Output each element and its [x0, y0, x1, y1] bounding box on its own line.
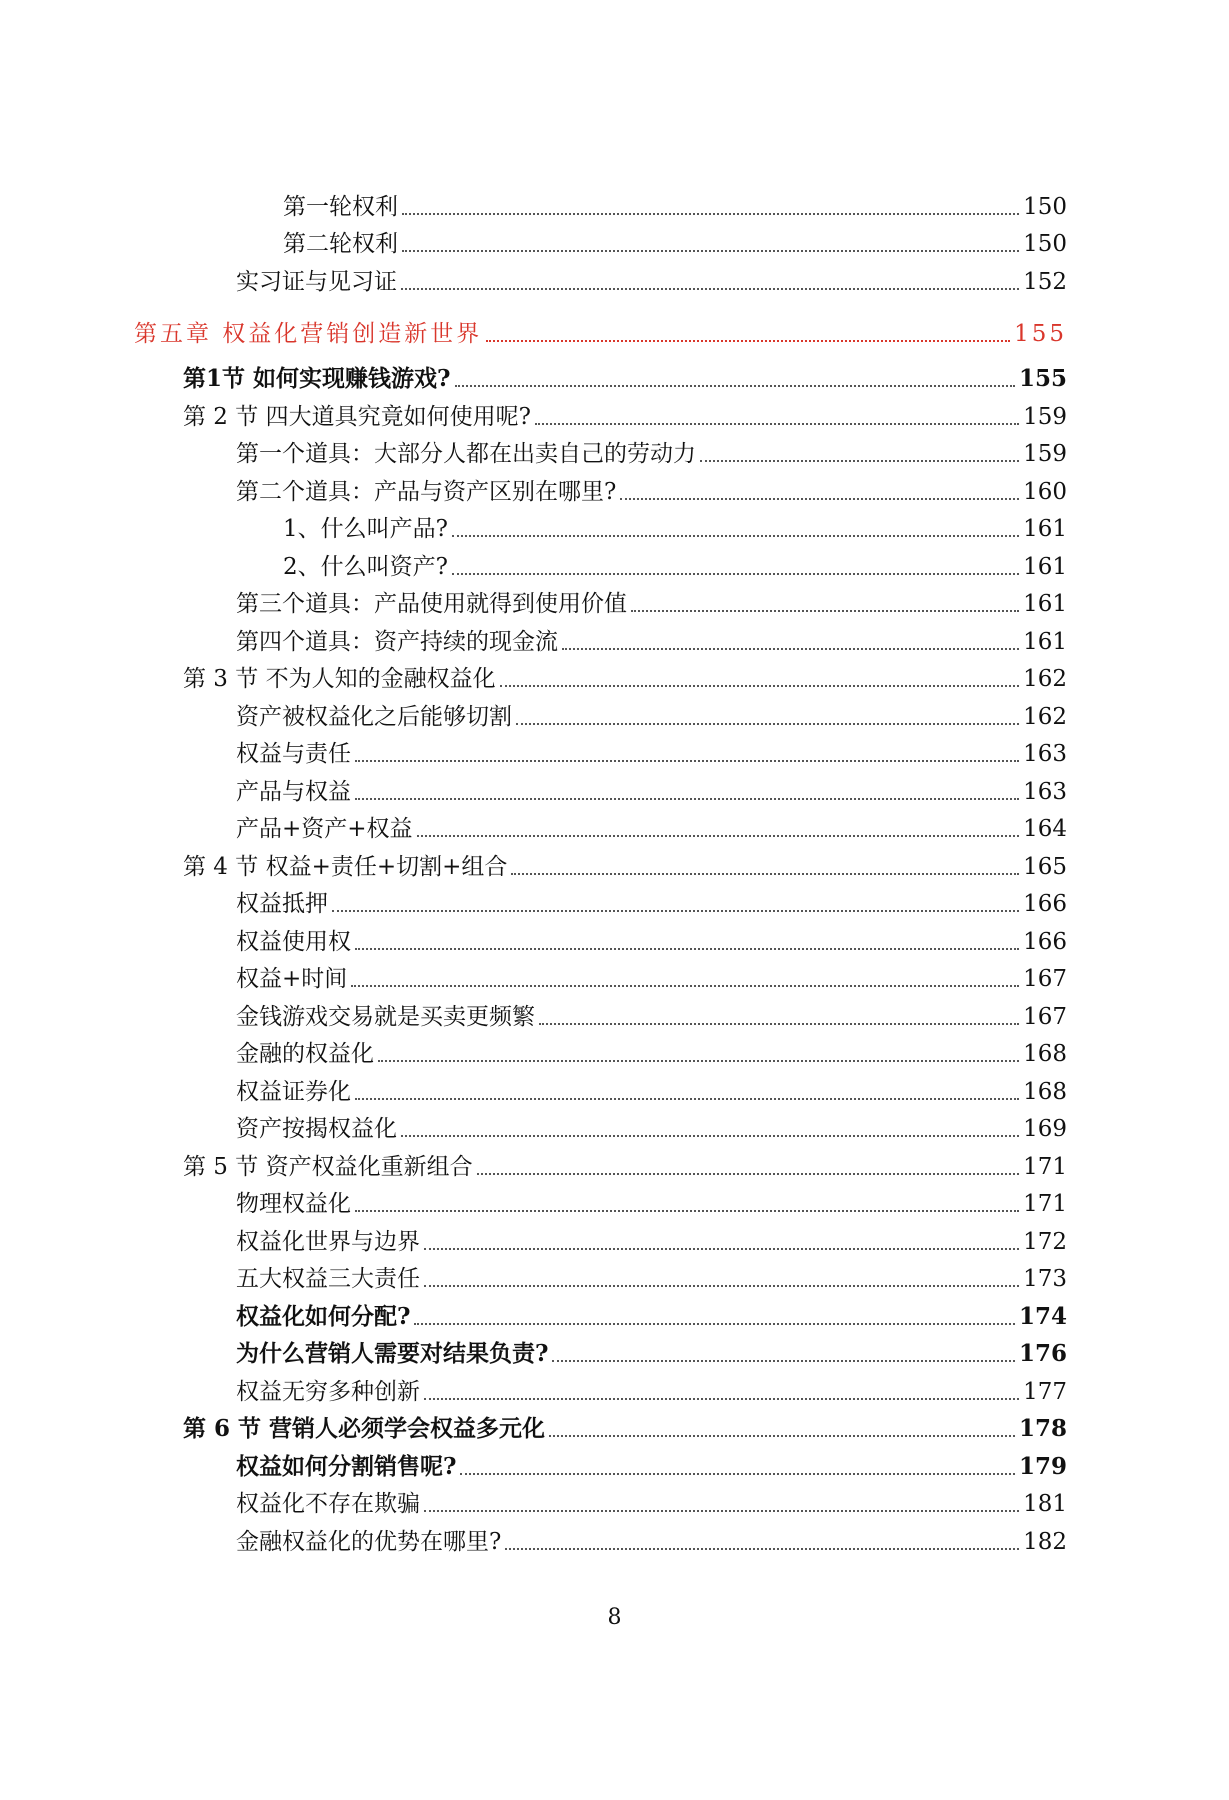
toc-entry-page: 161 [1023, 591, 1067, 617]
toc-entry-page: 168 [1023, 1041, 1067, 1067]
dot-leader [355, 1210, 1019, 1212]
toc-entry-title: 第四个道具：资产持续的现金流 [236, 628, 558, 655]
toc-entry-title: 金钱游戏交易就是买卖更频繁 [236, 1003, 535, 1030]
toc-entry[interactable] [0, 882, 1229, 920]
dot-leader [455, 385, 1015, 387]
toc-entry-title: 第五章 权益化营销创造新世界 [134, 320, 483, 347]
toc-entry[interactable] [0, 1182, 1229, 1220]
dot-leader [552, 1360, 1015, 1362]
toc-entry-page: 181 [1023, 1491, 1067, 1517]
page-number: 8 [607, 1605, 622, 1630]
dot-leader [511, 873, 1019, 875]
toc-entry[interactable] [0, 1257, 1229, 1295]
toc-entry-title: 第1节 如何实现赚钱游戏? [183, 365, 451, 392]
toc-entry-page: 160 [1023, 478, 1067, 505]
toc-entry-page: 168 [1023, 1078, 1067, 1105]
toc-entry[interactable] [0, 994, 1229, 1032]
toc-entry-title: 第 2 节 四大道具究竟如何使用呢? [183, 403, 531, 430]
toc-entry-page: 152 [1023, 268, 1067, 295]
dot-leader [539, 1023, 1019, 1025]
toc-entry-page: 159 [1023, 441, 1067, 467]
dot-leader [401, 288, 1019, 290]
toc-section-entry[interactable] [0, 357, 1229, 395]
toc-entry-title: 权益化如何分配? [236, 1302, 411, 1330]
toc-entry-page: 164 [1023, 816, 1067, 842]
dot-leader [535, 423, 1019, 425]
toc-entry[interactable] [0, 1369, 1229, 1407]
dot-leader [620, 498, 1019, 500]
toc-entry-page: 165 [1023, 853, 1067, 880]
toc-section-entry[interactable] [0, 394, 1229, 432]
toc-entry-title: 1、什么叫产品? [283, 516, 448, 542]
dot-leader [355, 798, 1019, 800]
toc-entry-page: 161 [1023, 628, 1067, 655]
dot-leader [460, 1473, 1015, 1475]
dot-leader [355, 1098, 1019, 1100]
toc-entry[interactable] [0, 1444, 1229, 1482]
toc-entry-title: 权益化世界与边界 [236, 1228, 420, 1255]
toc-entry[interactable] [0, 1332, 1229, 1370]
toc-entry-title: 第 6 节 营销人必须学会权益多元化 [183, 1415, 546, 1442]
toc-entry-page: 182 [1023, 1528, 1067, 1555]
dot-leader [452, 573, 1019, 575]
toc-entry-page: 166 [1023, 928, 1067, 955]
toc-entry[interactable] [0, 1482, 1229, 1520]
toc-entry-title: 为什么营销人需要对结果负责? [236, 1340, 549, 1367]
toc-entry-title: 第一轮权利 [283, 193, 398, 220]
dot-leader [424, 1398, 1019, 1400]
dot-leader [402, 213, 1019, 215]
toc-entry[interactable] [0, 1219, 1229, 1257]
toc-entry[interactable] [0, 1032, 1229, 1070]
dot-leader [452, 535, 1019, 537]
toc-entry-title: 第 5 节 资产权益化重新组合 [183, 1153, 473, 1180]
toc-entry-page: 169 [1023, 1116, 1067, 1142]
toc-entry-title: 权益抵押 [236, 891, 328, 917]
toc-entry[interactable] [0, 1519, 1229, 1557]
toc-entry[interactable] [0, 619, 1229, 657]
toc-entry-title: 权益+时间 [236, 966, 348, 992]
dot-leader [414, 1323, 1015, 1325]
toc-entry[interactable] [0, 807, 1229, 845]
toc-entry-page: 159 [1023, 403, 1067, 430]
toc-entry-title: 第一个道具：大部分人都在出卖自己的劳动力 [236, 441, 696, 467]
dot-leader [402, 250, 1019, 252]
dot-leader [355, 760, 1019, 762]
toc-entry-page: 155 [1018, 365, 1067, 392]
toc-entry-page: 162 [1023, 666, 1067, 692]
toc-entry-page: 166 [1023, 891, 1067, 917]
toc-entry-title: 第 4 节 权益+责任+切割+组合 [183, 853, 508, 880]
toc-entry[interactable] [0, 732, 1229, 770]
toc-entry[interactable] [0, 544, 1229, 582]
dot-leader [424, 1510, 1019, 1512]
toc-entry-title: 物理权益化 [236, 1191, 351, 1217]
toc-entry[interactable] [0, 469, 1229, 507]
toc-entry-page: 163 [1023, 778, 1067, 805]
toc-entry-page: 173 [1023, 1266, 1067, 1292]
dot-leader [417, 835, 1020, 837]
toc-entry-title: 权益使用权 [236, 928, 351, 955]
toc-entry-page: 167 [1023, 966, 1067, 992]
toc-section-entry[interactable] [0, 1407, 1229, 1445]
toc-entry-title: 第二轮权利 [283, 231, 398, 257]
toc-entry-title: 资产按揭权益化 [236, 1116, 397, 1142]
toc-entry-title: 2、什么叫资产? [283, 553, 448, 580]
toc-entry-title: 权益无穷多种创新 [236, 1378, 420, 1405]
dot-leader [631, 610, 1019, 612]
toc-entry-title: 实习证与见习证 [236, 268, 397, 295]
toc-entry-title: 权益与责任 [236, 741, 351, 767]
toc-entry[interactable] [0, 1294, 1229, 1332]
toc-entry-page: 161 [1023, 553, 1067, 580]
dot-leader [378, 1060, 1019, 1062]
dot-leader [700, 460, 1019, 462]
toc-entry-page: 167 [1023, 1003, 1067, 1030]
toc-entry[interactable] [0, 582, 1229, 620]
toc-entry-title: 第 3 节 不为人知的金融权益化 [183, 666, 496, 692]
toc-entry-page: 162 [1023, 703, 1067, 730]
toc-entry-title: 五大权益三大责任 [236, 1266, 420, 1292]
toc-entry-page: 163 [1023, 741, 1067, 767]
toc-entry[interactable] [0, 919, 1229, 957]
dot-leader [516, 723, 1019, 725]
toc-entry-title: 金融的权益化 [236, 1041, 374, 1067]
toc-entry-title: 权益证券化 [236, 1078, 351, 1105]
toc-entry-page: 179 [1018, 1452, 1067, 1480]
toc-section-entry[interactable] [0, 1144, 1229, 1182]
toc-entry[interactable] [0, 769, 1229, 807]
dot-leader [351, 985, 1019, 987]
toc-entry-title: 第三个道具：产品使用就得到使用价值 [236, 591, 627, 617]
toc-chapter-entry[interactable] [0, 301, 1229, 357]
toc-entry-page: 174 [1018, 1302, 1067, 1330]
dot-leader [332, 910, 1019, 912]
toc-entry[interactable] [0, 1069, 1229, 1107]
toc-entry-title: 权益化不存在欺骗 [236, 1491, 420, 1517]
toc-entry-page: 172 [1023, 1228, 1067, 1255]
toc-section-entry[interactable] [0, 844, 1229, 882]
dot-leader [477, 1173, 1020, 1175]
toc-entry[interactable] [0, 507, 1229, 545]
toc-entry-title: 金融权益化的优势在哪里? [236, 1528, 502, 1555]
toc-entry[interactable] [0, 694, 1229, 732]
toc-entry-title: 第二个道具：产品与资产区别在哪里? [236, 478, 617, 505]
toc-section-entry[interactable] [0, 657, 1229, 695]
dot-leader [401, 1135, 1019, 1137]
toc-entry-title: 资产被权益化之后能够切割 [236, 703, 512, 730]
dot-leader [505, 1548, 1019, 1550]
toc-entry-page: 176 [1018, 1340, 1067, 1367]
toc-entry-page: 161 [1023, 516, 1067, 542]
toc-entry-page: 171 [1023, 1153, 1067, 1180]
toc-entry-page: 155 [1014, 320, 1067, 347]
toc-entry-page: 178 [1018, 1415, 1067, 1442]
toc-entry[interactable] [0, 432, 1229, 470]
toc-entry[interactable] [0, 259, 1229, 297]
toc-entry-title: 产品与权益 [236, 778, 351, 805]
dot-leader [562, 648, 1019, 650]
toc-entry-title: 产品+资产+权益 [236, 816, 413, 842]
dot-leader [500, 685, 1020, 687]
dot-leader [424, 1285, 1019, 1287]
table-of-contents [0, 184, 1229, 1557]
dot-leader [355, 948, 1019, 950]
toc-entry[interactable] [0, 1107, 1229, 1145]
dot-leader [549, 1435, 1015, 1437]
toc-entry-page: 150 [1023, 193, 1067, 220]
dot-leader [486, 340, 1010, 342]
toc-entry[interactable] [0, 184, 1229, 222]
dot-leader [424, 1248, 1019, 1250]
toc-entry[interactable] [0, 222, 1229, 260]
toc-entry-page: 177 [1023, 1378, 1067, 1405]
toc-entry-title: 权益如何分割销售呢? [236, 1452, 457, 1480]
toc-entry[interactable] [0, 957, 1229, 995]
toc-entry-page: 150 [1023, 231, 1067, 257]
toc-entry-page: 171 [1023, 1191, 1067, 1217]
